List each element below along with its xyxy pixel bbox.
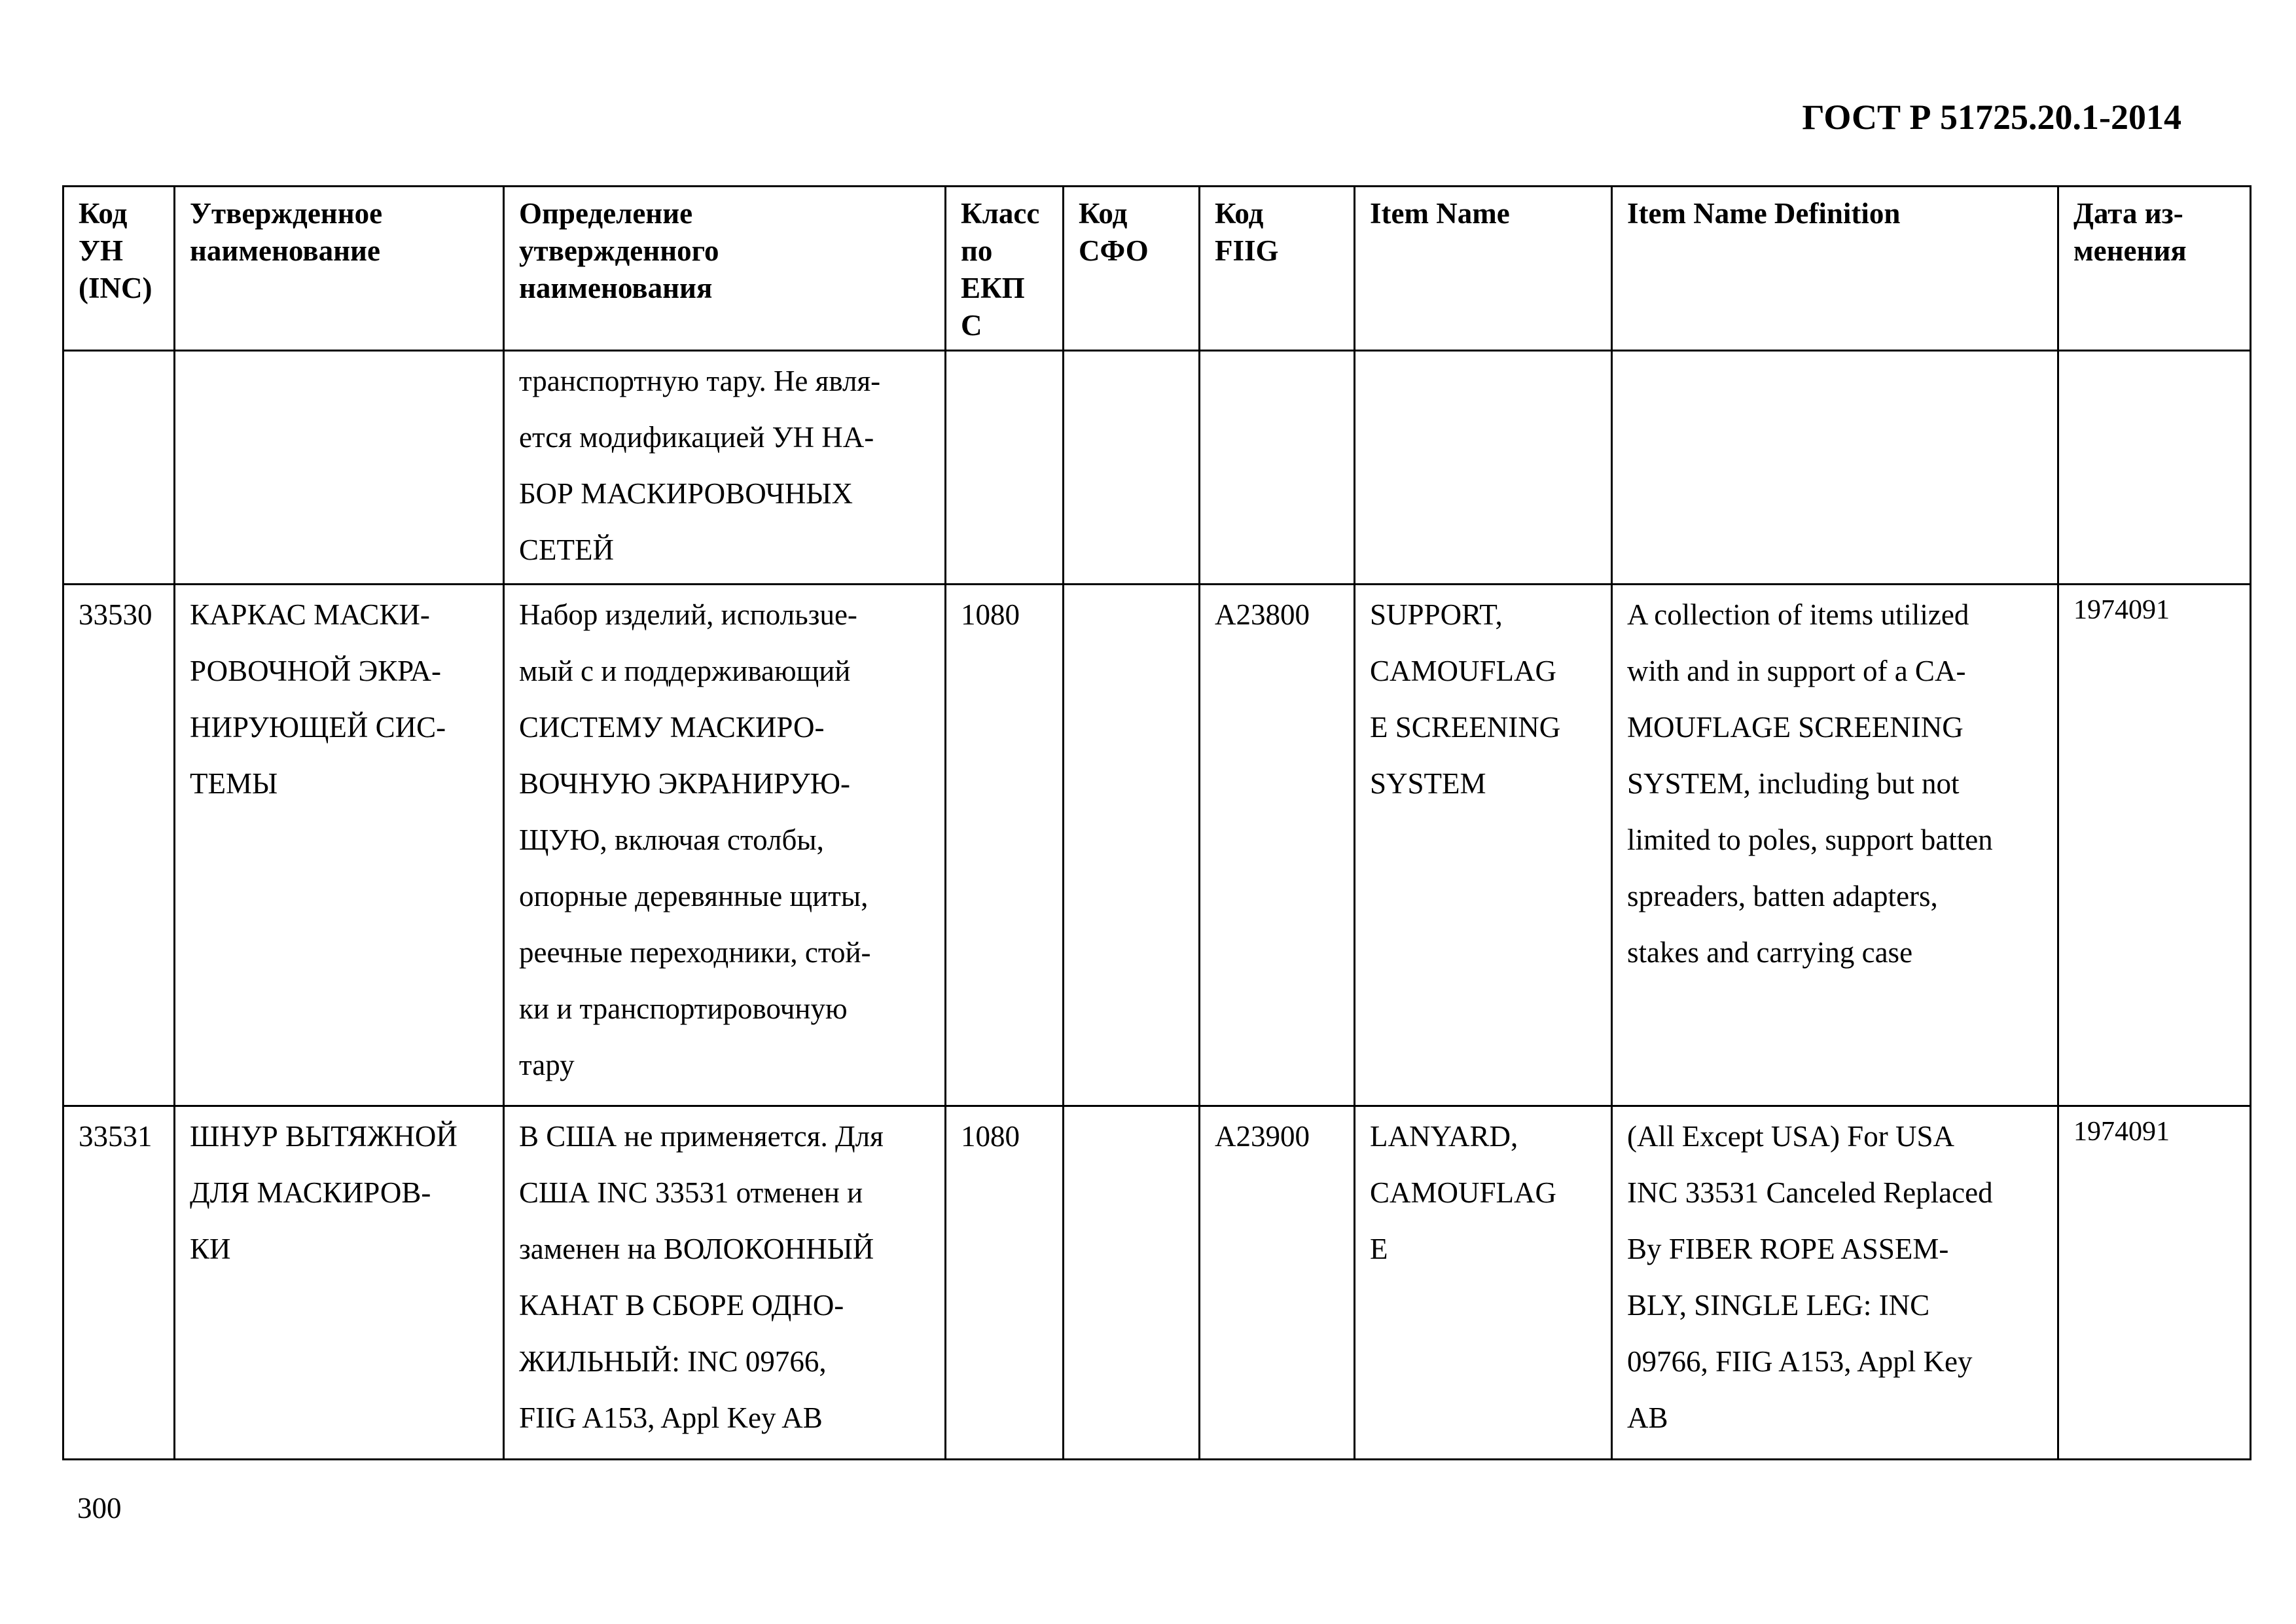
- cell-inc: 33531: [63, 1106, 175, 1460]
- header-item-name: Item Name: [1355, 187, 1612, 351]
- cell-item-name: SUPPORT, CAMOUFLAG E SCREENING SYSTEM: [1355, 585, 1612, 1106]
- cell-class: 1080: [946, 585, 1064, 1106]
- table-row: [63, 585, 2251, 1106]
- page-number: 300: [77, 1492, 122, 1525]
- cell-change-date: 1974091: [2058, 585, 2251, 1106]
- catalog-table: [62, 185, 2251, 1460]
- cell-class: [946, 351, 1064, 585]
- table-row: [63, 1106, 2251, 1460]
- cell-class: 1080: [946, 1106, 1064, 1460]
- cell-item-name-definition: [1612, 351, 2058, 585]
- cell-item-name: LANYARD, CAMOUFLAG E: [1355, 1106, 1612, 1460]
- header-change-date: Дата из- менения: [2058, 187, 2251, 351]
- table-row: [63, 351, 2251, 585]
- cell-name-definition: транспортную тару. Не явля- ется модификацией УН НА- БОР МАСКИРОВОЧНЫХ СЕТЕЙ: [504, 351, 946, 585]
- cell-approved-name: [175, 351, 504, 585]
- header-sfo-code: Код СФО: [1064, 187, 1200, 351]
- cell-inc: 33530: [63, 585, 175, 1106]
- cell-sfo-code: [1064, 1106, 1200, 1460]
- header-item-name-definition: Item Name Definition: [1612, 187, 2058, 351]
- cell-approved-name: КАРКАС МАСКИ- РОВОЧНОЙ ЭКРА- НИРУЮЩЕЙ СИС- ТЕМЫ: [175, 585, 504, 1106]
- cell-sfo-code: [1064, 351, 1200, 585]
- cell-fiig-code: A23900: [1200, 1106, 1355, 1460]
- header-name-definition: Определение утвержденного наименования: [504, 187, 946, 351]
- cell-item-name-definition: (All Except USA) For USA INC 33531 Canceled Replaced By FIBER ROPE ASSEM- BLY, SINGLE LEG: INC 09766, FIIG A153, Appl Key AB: [1612, 1106, 2058, 1460]
- cell-fiig-code: A23800: [1200, 585, 1355, 1106]
- header-approved-name: Утвержденное наименование: [175, 187, 504, 351]
- cell-fiig-code: [1200, 351, 1355, 585]
- table-header-row: [63, 187, 2251, 351]
- cell-item-name: [1355, 351, 1612, 585]
- header-class: Класс по ЕКП С: [946, 187, 1064, 351]
- header-inc: Код УН (INC): [63, 187, 175, 351]
- cell-change-date: 1974091: [2058, 1106, 2251, 1460]
- cell-approved-name: ШНУР ВЫТЯЖНОЙ ДЛЯ МАСКИРОВ- КИ: [175, 1106, 504, 1460]
- cell-inc: [63, 351, 175, 585]
- cell-name-definition: В США не применяется. Для США INC 33531 отменен и заменен на ВОЛОКОННЫЙ КАНАТ В СБОРЕ ОДНО- ЖИЛЬНЫЙ: INC 09766, FIIG A153, Appl Key AB: [504, 1106, 946, 1460]
- cell-item-name-definition: A collection of items utilized with and in support of a CA- MOUFLAGE SCREENING SYSTEM, including but not limited to poles, support batten spreaders, batten adapters, stakes and carrying case: [1612, 585, 2058, 1106]
- cell-name-definition: Набор изделий, использue- мый с и поддерживающий СИСТЕМУ МАСКИРО- ВОЧНУЮ ЭКРАНИРУЮ- ЩУЮ, включая столбы, опорные деревянные щиты, реечные переходники, стой- ки и транспортировочную тару: [504, 585, 946, 1106]
- document-standard-header: ГОСТ Р 51725.20.1-2014: [1802, 98, 2181, 137]
- header-fiig-code: Код FIIG: [1200, 187, 1355, 351]
- cell-change-date: [2058, 351, 2251, 585]
- cell-sfo-code: [1064, 585, 1200, 1106]
